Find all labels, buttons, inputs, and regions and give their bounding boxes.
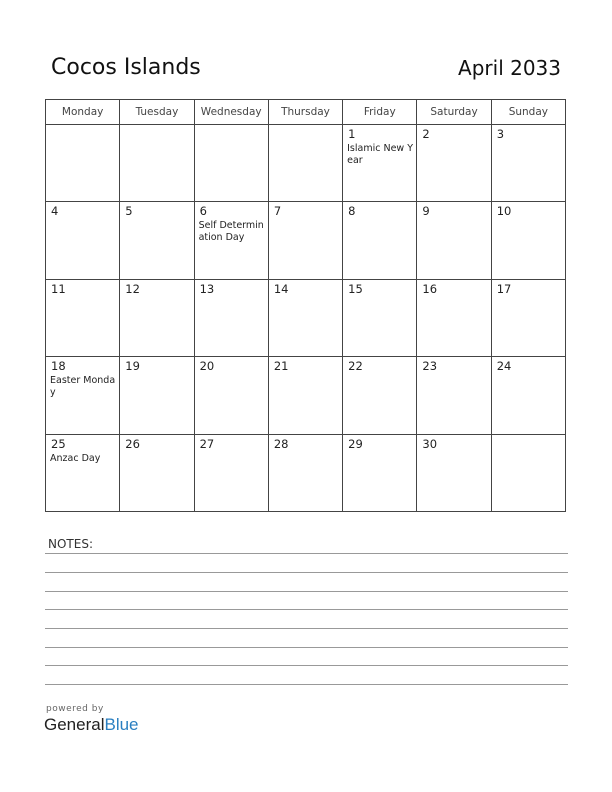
calendar-day-cell: [120, 125, 194, 202]
calendar-day-cell: [491, 434, 565, 511]
holiday-label: Anzac Day: [50, 452, 101, 464]
day-number: 4: [51, 204, 59, 219]
calendar-day-cell: [491, 357, 565, 434]
holiday-label: Self Determination Day: [198, 220, 264, 244]
calendar-day-cell: [417, 434, 491, 511]
calendar-day-cell: [194, 202, 268, 279]
calendar-week-row: [46, 434, 566, 511]
calendar-month-title: April 2033: [458, 56, 561, 80]
calendar-day-cell: [417, 279, 491, 356]
day-number: 21: [273, 359, 289, 374]
calendar-day-cell: [46, 357, 120, 434]
calendar-day-cell: [120, 202, 194, 279]
notes-line: [45, 553, 568, 554]
calendar-week-row: [46, 357, 566, 434]
day-number: 10: [496, 204, 512, 219]
calendar-day-cell: [417, 125, 491, 202]
calendar-day-cell: [343, 125, 417, 202]
day-number: 30: [422, 436, 438, 451]
day-number: 16: [422, 281, 438, 296]
day-number: 8: [348, 204, 356, 219]
calendar-day-cell: [268, 125, 342, 202]
calendar-day-cell: [491, 125, 565, 202]
calendar-day-cell: [343, 357, 417, 434]
holiday-label: Easter Monday: [50, 375, 116, 399]
day-number: 15: [348, 281, 363, 296]
notes-line: [45, 647, 568, 648]
day-number: 1: [348, 127, 356, 141]
day-number: [492, 435, 565, 437]
day-number: 7: [273, 204, 282, 219]
day-number: 5: [125, 204, 133, 219]
calendar-day-cell: [417, 357, 491, 434]
notes-line: [45, 572, 568, 573]
calendar-day-cell: [194, 357, 268, 434]
day-number: 14: [273, 281, 289, 296]
day-number: [269, 125, 342, 127]
day-number: 11: [51, 281, 66, 296]
day-number: 9: [422, 204, 430, 219]
day-number: 2: [422, 127, 430, 141]
brand-wordmark: [44, 715, 139, 735]
calendar-day-cell: [268, 357, 342, 434]
day-number: 28: [273, 436, 289, 451]
day-number: 6: [199, 204, 207, 219]
day-number: 17: [496, 281, 512, 296]
weekday-header: Thursday: [268, 100, 342, 125]
day-number: 25: [51, 436, 66, 451]
calendar-week-row: [46, 279, 566, 356]
calendar-country-title: Cocos Islands: [51, 55, 201, 80]
notes-line: [45, 609, 568, 610]
calendar-day-cell: [343, 202, 417, 279]
calendar-day-cell: [491, 279, 565, 356]
day-number: [195, 125, 268, 127]
day-number: 19: [125, 359, 140, 374]
notes-line: [45, 591, 568, 592]
weekday-header: Monday: [46, 100, 120, 125]
calendar-day-cell: [120, 279, 194, 356]
calendar-week-row: [46, 202, 566, 279]
brand-blue: Blue: [104, 715, 139, 734]
day-number: 13: [199, 281, 215, 296]
weekday-header: Tuesday: [120, 100, 194, 125]
day-number: 12: [125, 281, 140, 296]
day-number: 20: [199, 359, 215, 374]
day-number: 29: [348, 436, 363, 451]
powered-by-text: powered by: [46, 704, 104, 714]
day-number: 27: [199, 436, 215, 451]
calendar-day-cell: [343, 434, 417, 511]
notes-line: [45, 628, 568, 629]
calendar-day-cell: [268, 434, 342, 511]
calendar-day-cell: [120, 357, 194, 434]
brand-general: General: [44, 715, 105, 734]
calendar-day-cell: [268, 202, 342, 279]
notes-line: [45, 684, 568, 685]
calendar-grid: [45, 99, 566, 512]
weekday-header-row: [46, 100, 566, 125]
notes-label: NOTES:: [48, 537, 93, 551]
day-number: 23: [422, 359, 438, 374]
calendar-day-cell: [120, 434, 194, 511]
day-number: 24: [496, 359, 512, 374]
calendar-day-cell: [46, 125, 120, 202]
calendar-day-cell: [194, 279, 268, 356]
calendar-day-cell: [46, 202, 120, 279]
day-number: 3: [496, 127, 505, 141]
calendar-day-cell: [194, 125, 268, 202]
calendar-day-cell: [268, 279, 342, 356]
day-number: 22: [348, 359, 363, 374]
day-number: 18: [51, 359, 66, 374]
calendar-day-cell: [343, 279, 417, 356]
generalblue-logo: [44, 704, 139, 735]
weekday-header: Sunday: [491, 100, 565, 125]
calendar-day-cell: [417, 202, 491, 279]
calendar-day-cell: [46, 434, 120, 511]
day-number: 26: [125, 436, 140, 451]
calendar-day-cell: [491, 202, 565, 279]
holiday-label: Islamic New Year: [347, 143, 414, 166]
weekday-header: Saturday: [417, 100, 491, 125]
weekday-header: Friday: [343, 100, 417, 125]
notes-line: [45, 665, 568, 666]
calendar-week-row: [46, 125, 566, 202]
weekday-header: Wednesday: [194, 100, 268, 125]
calendar-day-cell: [46, 279, 120, 356]
day-number: [120, 125, 193, 127]
calendar-day-cell: [194, 434, 268, 511]
day-number: [46, 125, 119, 127]
